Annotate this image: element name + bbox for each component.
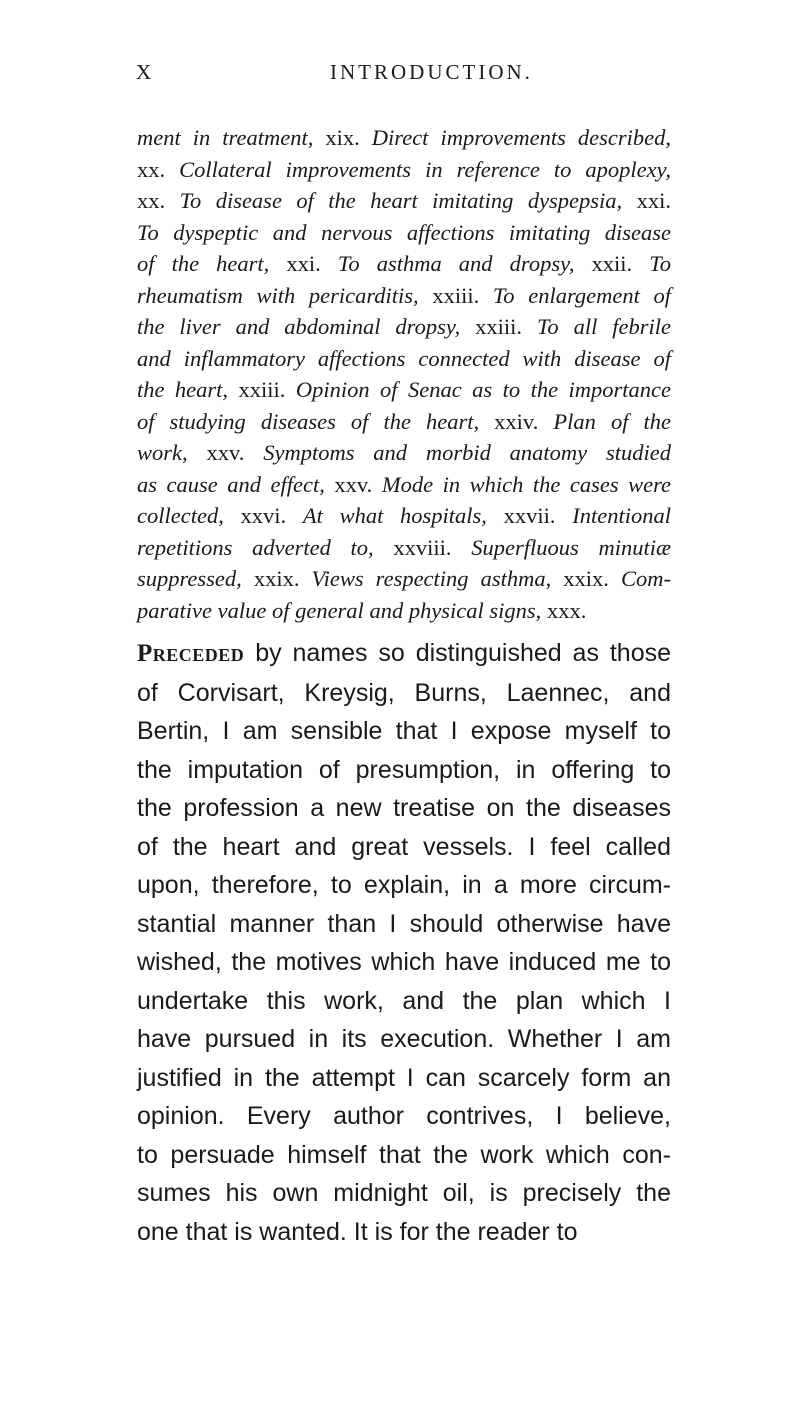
body-line	[137, 943, 671, 982]
contents-segment: xxix.	[551, 566, 621, 591]
contents-segment: Direct improvements described,	[371, 125, 671, 150]
contents-line	[137, 280, 671, 312]
contents-segment: xxi.	[269, 251, 338, 276]
contents-segment: as cause and effect,	[137, 471, 325, 497]
lead-word: Preceded	[137, 640, 245, 667]
body-line	[137, 674, 671, 713]
page-number: X	[136, 60, 154, 84]
contents-segment: Intentional	[572, 503, 671, 528]
body-line-text: of Corvisart, Kreysig, Burns, Laennec, and	[137, 678, 671, 707]
body-line	[137, 1174, 671, 1213]
contents-segment: xix.	[313, 125, 372, 150]
contents-segment: Opinion of Senac as to the importance	[295, 377, 671, 402]
body-line	[137, 1136, 671, 1175]
body-line-text: opinion. Every author contrives, I believe,	[137, 1102, 671, 1130]
contents-segment: work,	[137, 440, 188, 465]
contents-segment: ment in treatment,	[137, 125, 314, 150]
body-line-text: the imputation of presumption, in offering to	[137, 755, 671, 784]
body-line-text: upon, therefore, to explain, in a more circum-	[137, 871, 671, 899]
contents-segment: xx.	[137, 188, 180, 213]
contents-line	[137, 343, 671, 375]
body-line-text: wished, the motives which have induced me to	[137, 948, 671, 976]
contents-segment: xxix.	[241, 566, 312, 591]
contents-segment: repetitions adverted to,	[137, 534, 374, 560]
contents-segment: Mode in which the cases were	[381, 471, 671, 497]
contents-segment: To dyspeptic and nervous affections imitating disease	[137, 219, 671, 245]
contents-segment: Com-	[620, 566, 671, 591]
body-line-text: stantial manner than I should otherwise have	[137, 909, 671, 938]
contents-line	[137, 374, 671, 406]
contents-segment: xxviii.	[373, 534, 472, 560]
body-paragraph	[137, 634, 671, 1251]
contents-segment: xxiii.	[228, 377, 296, 402]
running-head	[136, 60, 668, 92]
chapter-title: INTRODUCTION.	[330, 60, 533, 84]
contents-segment: parative value of general and physical signs,	[137, 597, 542, 623]
contents-segment: Superfluous minutiæ	[471, 534, 671, 560]
body-line-text: undertake this work, and the plan which I	[137, 986, 671, 1015]
body-line	[137, 1059, 671, 1098]
contents-segment: xxiii.	[418, 282, 493, 308]
body-line	[137, 1097, 671, 1136]
contents-segment: To all febrile	[536, 314, 671, 339]
contents-line	[137, 406, 671, 438]
contents-segment: the liver and abdominal dropsy,	[137, 314, 461, 339]
body-line-text: have pursued in its execution. Whether I am	[137, 1025, 671, 1053]
contents-segment: Collateral improvements in reference to apoplexy,	[179, 156, 672, 182]
contents-segment: of the heart,	[137, 251, 270, 276]
contents-segment: xxx.	[541, 597, 587, 623]
body-line-text: one that is wanted. It is for the reader to	[137, 1217, 578, 1246]
body-line	[137, 905, 671, 944]
body-line	[137, 1213, 671, 1252]
body-line-text: the profession a new treatise on the diseases	[137, 794, 671, 822]
body-line-text: by names so distinguished as those	[244, 639, 671, 667]
contents-line	[137, 500, 671, 532]
body-line-text: Bertin, I am sensible that I expose myself to	[137, 717, 671, 745]
contents-line	[137, 595, 671, 627]
contents-line	[137, 469, 671, 501]
body-line	[137, 982, 671, 1021]
contents-segment: xxiii.	[460, 314, 537, 339]
contents-segment: To enlargement of	[492, 282, 671, 308]
body-line-text: justified in the attempt I can scarcely form an	[137, 1063, 671, 1092]
contents-segment: To asthma and dropsy,	[337, 251, 575, 276]
contents-segment: xxv.	[187, 440, 264, 465]
contents-segment: rheumatism with pericarditis,	[137, 282, 419, 308]
body-line	[137, 1020, 671, 1059]
contents-line	[137, 154, 671, 186]
contents-line	[137, 532, 671, 564]
contents-segment: At what hospitals,	[302, 503, 487, 528]
body-line	[137, 789, 671, 828]
contents-segment: xxi.	[622, 188, 671, 213]
contents-segment: the heart,	[137, 377, 229, 402]
body-line	[137, 828, 671, 867]
contents-line	[137, 311, 671, 343]
contents-line	[137, 122, 671, 154]
body-line	[137, 751, 671, 790]
contents-line	[137, 217, 671, 249]
contents-segment: Plan of the	[553, 408, 671, 434]
contents-line	[137, 248, 671, 280]
contents-segment: xxvi.	[223, 503, 303, 528]
contents-segment: and inflammatory affections connected with disease of	[137, 345, 671, 371]
contents-segment: of studying diseases of the heart,	[137, 408, 480, 434]
contents-segment: suppressed,	[137, 566, 242, 591]
body-line	[137, 634, 671, 674]
contents-segment: To disease of the heart imitating dyspepsia,	[179, 188, 623, 213]
body-line-text: to persuade himself that the work which con-	[137, 1140, 671, 1169]
contents-segment: xxvii.	[486, 503, 573, 528]
contents-segment: collected,	[137, 503, 224, 528]
body-line	[137, 712, 671, 751]
body-line-text: of the heart and great vessels. I feel called	[137, 832, 671, 861]
chapter-contents-summary	[137, 122, 671, 626]
contents-segment: Views respecting asthma,	[311, 566, 552, 591]
contents-segment: To	[649, 251, 671, 276]
contents-line	[137, 437, 671, 469]
contents-segment: xxii.	[574, 251, 650, 276]
contents-segment: Symptoms and morbid anatomy studied	[263, 440, 671, 465]
contents-segment: xxv.	[324, 471, 382, 497]
contents-line	[137, 185, 671, 217]
body-line	[137, 866, 671, 905]
contents-segment: xxiv.	[479, 408, 554, 434]
contents-line	[137, 563, 671, 595]
contents-segment: xx.	[137, 156, 180, 182]
body-line-text: sumes his own midnight oil, is precisely the	[137, 1179, 671, 1207]
